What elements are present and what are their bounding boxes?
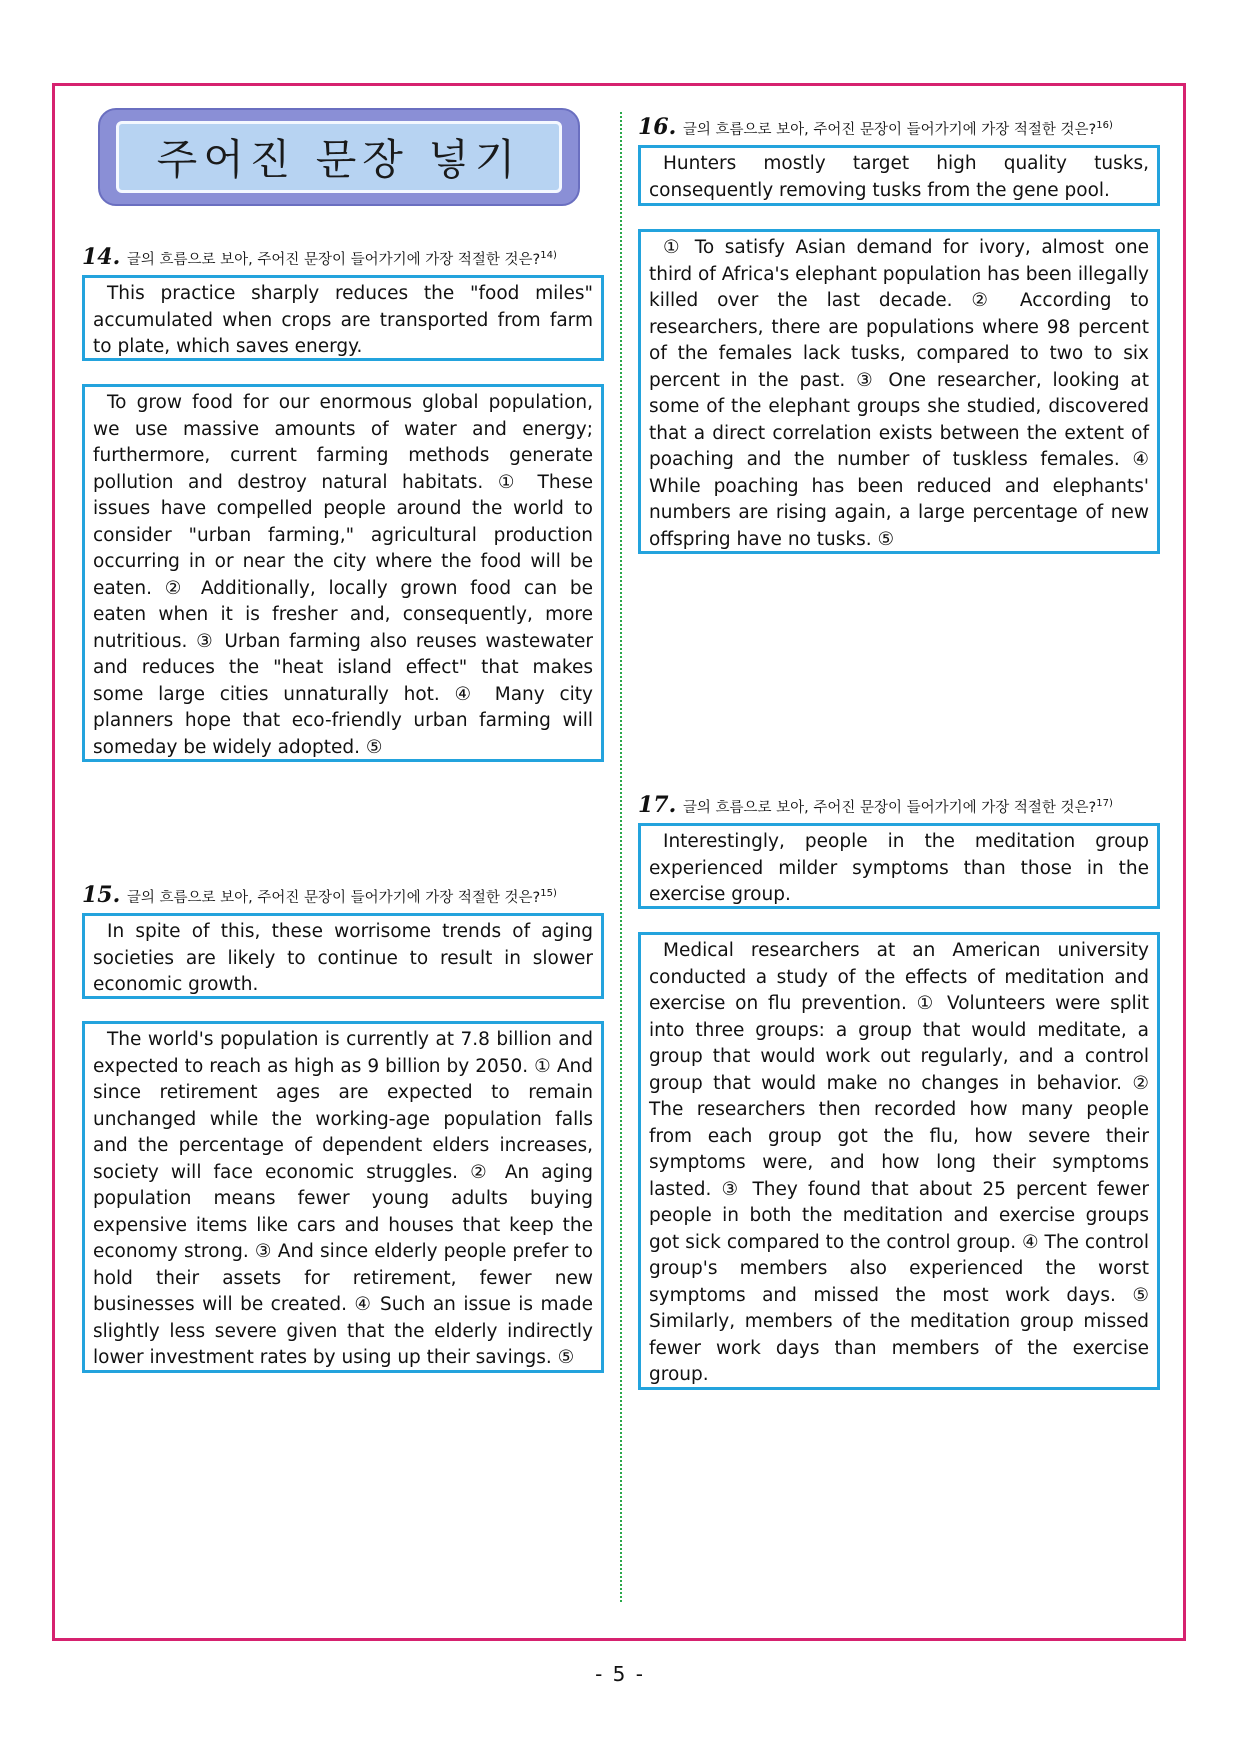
question-15-given-sentence (82, 913, 604, 999)
column-divider (620, 112, 622, 1602)
question-16-given-sentence (638, 145, 1160, 206)
question-prompt: 글의 흐름으로 보아, 주어진 문장이 들어가기에 가장 적절한 것은? (682, 800, 1097, 816)
question-number: 17. (638, 792, 677, 818)
question-14-given-sentence (82, 275, 604, 361)
passage-text: ① To satisfy Asian demand for ivory, almost one third of Africa's elephant population has been illegally killed over the last decade. ② According to researchers, there are populations where 98 percent of the females lack tusks, compared to two to six percent in the past. ③ One researcher, looking at some of the elephant groups she studied, discovered that a direct correlation exists between the extent of poaching and the number of tuskless females. ④ While poaching has been reduced and elephants' numbers are rising again, a large percentage of new offspring have no tusks. ⑤ (649, 237, 1149, 550)
question-15-heading (82, 882, 557, 908)
question-17-given-sentence (638, 823, 1160, 909)
section-title-badge (98, 108, 580, 206)
footnote-marker: 17) (1096, 798, 1113, 810)
question-16-heading (638, 114, 1113, 140)
question-17-passage (638, 932, 1160, 1390)
given-sentence-text: In spite of this, these worrisome trends of aging societies are likely to continue to result in slower economic growth. (93, 921, 593, 995)
page-number: - 5 - (595, 1662, 645, 1686)
footnote-marker: 14) (540, 250, 557, 262)
question-17-heading (638, 792, 1113, 818)
passage-text: To grow food for our enormous global population, we use massive amounts of water and energy; furthermore, current farming methods generate pollution and destroy natural habitats. ① These issues have compelled people around the world to consider "urban farming," agricultural production occurring in or near the city where the food will be eaten. ② Additionally, locally grown food can be eaten when it is fresher and, consequently, more nutritious. ③ Urban farming also reuses wastewater and reduces the "heat island effect" that makes some large cities unnaturally hot. ④ Many city planners hope that eco-friendly urban farming will someday be widely adopted. ⑤ (93, 392, 593, 758)
question-number: 14. (82, 244, 121, 270)
question-prompt: 글의 흐름으로 보아, 주어진 문장이 들어가기에 가장 적절한 것은? (682, 122, 1097, 138)
question-number: 15. (82, 882, 121, 908)
given-sentence-text: This practice sharply reduces the "food miles" accumulated when crops are transported from farm to plate, which saves energy. (93, 283, 593, 357)
question-number: 16. (638, 114, 677, 140)
question-14-heading (82, 244, 557, 270)
footnote-marker: 16) (1096, 120, 1113, 132)
section-title: 주어진 문장 넣기 (156, 135, 522, 184)
question-prompt: 글의 흐름으로 보아, 주어진 문장이 들어가기에 가장 적절한 것은? (126, 890, 541, 906)
given-sentence-text: Interestingly, people in the meditation group experienced milder symptoms than those in the exercise group. (649, 831, 1149, 905)
question-14-passage (82, 384, 604, 762)
given-sentence-text: Hunters mostly target high quality tusks, consequently removing tusks from the gene pool. (649, 153, 1149, 201)
question-prompt: 글의 흐름으로 보아, 주어진 문장이 들어가기에 가장 적절한 것은? (126, 252, 541, 268)
question-15-passage (82, 1021, 604, 1373)
section-title-inner (116, 121, 562, 193)
footnote-marker: 15) (540, 888, 557, 900)
passage-text: Medical researchers at an American university conducted a study of the effects of meditation and exercise on flu prevention. ① Volunteers were split into three groups: a group that would meditate, a group that would work out regularly, and a control group that would make no changes in behavior. ② The researchers then recorded how many people from each group got the flu, how severe their symptoms were, and how long their symptoms lasted. ③ They found that about 25 percent fewer people in both the meditation and exercise groups got sick compared to the control group. ④ The control group's members also experienced the worst symptoms and missed the most work days. ⑤ Similarly, members of the meditation group missed fewer work days than members of the exercise group. (649, 940, 1149, 1385)
passage-text: The world's population is currently at 7.8 billion and expected to reach as high as 9 billion by 2050. ① And since retirement ages are expected to remain unchanged while the working-age population falls and the percentage of dependent elders increases, society will face economic struggles. ② An aging population means fewer young adults buying expensive items like cars and houses that keep the economy strong. ③ And since elderly people prefer to hold their assets for retirement, fewer new businesses will be created. ④ Such an issue is made slightly less severe given that the elderly indirectly lower investment rates by using up their savings. ⑤ (93, 1029, 593, 1368)
question-16-passage (638, 229, 1160, 554)
